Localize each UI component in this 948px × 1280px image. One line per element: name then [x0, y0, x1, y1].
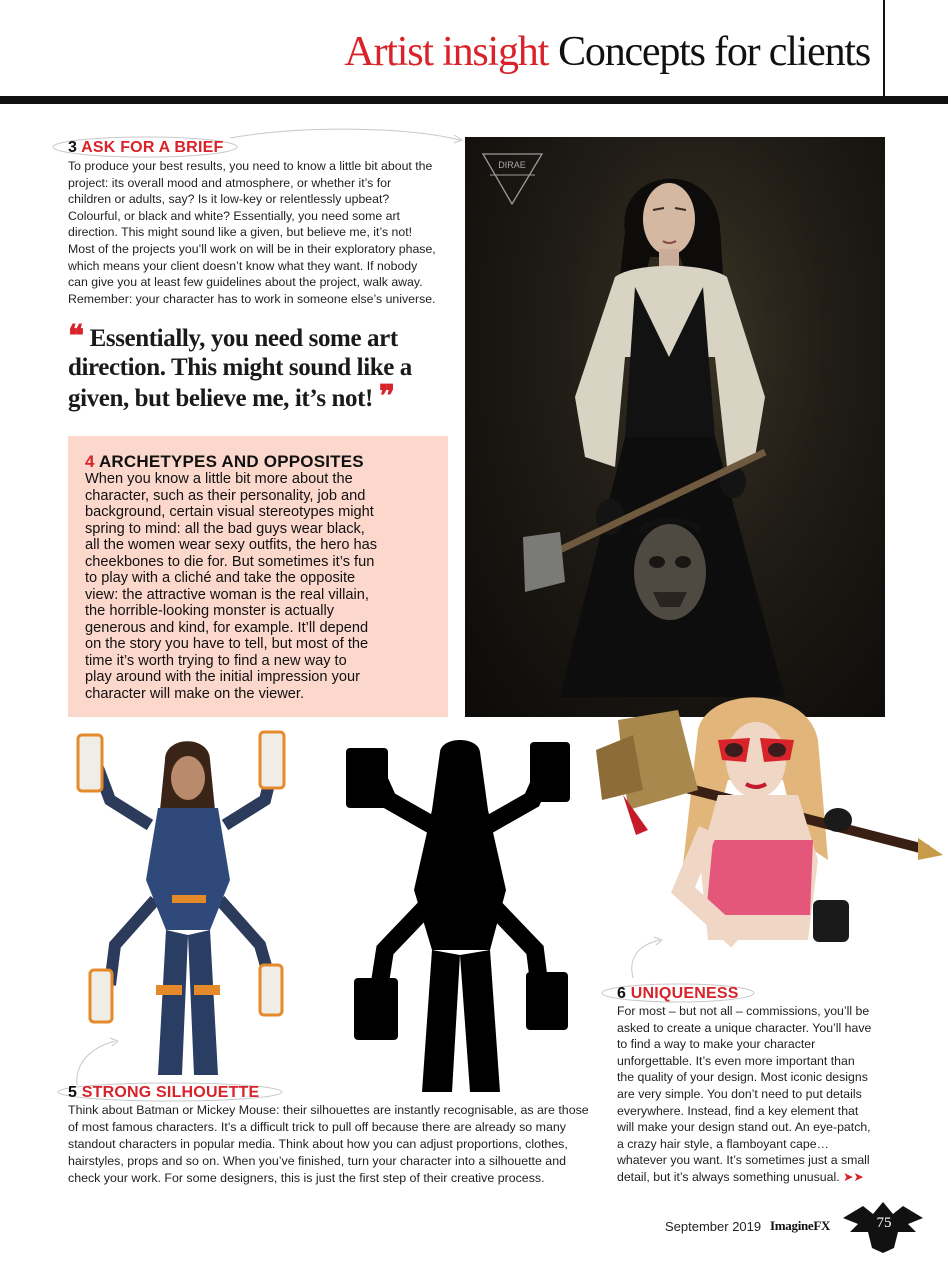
text-line: Remember: your character has to work in someone else’s universe. [68, 291, 436, 306]
text-line: a crazy hair style, a flamboyant cape… [617, 1136, 829, 1151]
header-rule [0, 96, 948, 104]
tip6-heading [617, 985, 739, 1003]
tip5-body [68, 1102, 608, 1187]
text-line: generous and kind, for example. It’ll depend [85, 619, 369, 636]
close-quote-icon: ❞ [378, 380, 395, 413]
text-line: are very simple. You don’t need to put details [617, 1086, 862, 1101]
tip5-heading [68, 1084, 259, 1102]
text-line: view: the attractive woman is the real villain, [85, 586, 369, 603]
text-line: children or adults, say? Is it low-key or relentlessly upbeat? [68, 192, 390, 207]
tip6-number: 6 [617, 985, 627, 1002]
tip3-number: 3 [68, 139, 78, 156]
tip3-heading [68, 139, 223, 157]
text-line: on the story you have to tell, but most of the [85, 636, 369, 652]
tip4-title: ARCHETYPES AND OPPOSITES [98, 452, 364, 471]
text-line: cheekbones to die for. But sometimes it’s fun [85, 553, 375, 570]
text-line: the horrible-looking monster is actually [85, 603, 335, 619]
issue-date: September 2019 [665, 1219, 762, 1234]
text-line: direction. This might sound like a given, but believe me, it’s not! [68, 225, 413, 240]
text-line: character will make on the viewer. [85, 685, 304, 702]
page-header [344, 28, 870, 76]
text-line: spring to mind: all the bad guys wear black, [85, 520, 365, 537]
text-line: will make your design stand out. An eye-patch, [617, 1120, 871, 1135]
magazine-brand: ImagineFX [770, 1218, 831, 1233]
continue-arrow-icon: ➤➤ [843, 1169, 864, 1184]
text-line: all the women wear sexy outfits, the hero has [85, 537, 378, 553]
text-line: Colourful, or black and white? Essentially, you need some art [68, 208, 400, 223]
page-number: 75 [876, 1215, 892, 1231]
text-line: background, certain visual stereotypes might [85, 504, 374, 520]
tip4-heading [85, 452, 364, 472]
open-quote-icon: ❝ [68, 320, 84, 353]
tip4-number: 4 [85, 452, 95, 471]
text-line: the quality of your design. Most iconic designs [617, 1070, 868, 1085]
tip4-body [85, 471, 437, 702]
text-line: unforgettable. It’s even more important than [617, 1053, 855, 1068]
tip3-title: ASK FOR A BRIEF [81, 139, 224, 156]
text-line: of most famous characters. It’s a difficult trick to pull off because there are already so many [68, 1120, 566, 1134]
text-line: play around with the initial impression your [85, 669, 360, 685]
pull-quote-text: Essentially, you need some art direction. This might sound like a given, but believe me, it’s not! [68, 325, 412, 412]
text-line: Most of the projects you’ll work on will be in their exploratory phase, [68, 241, 436, 256]
text-line [617, 1169, 897, 1186]
text-line: To produce your best results, you need to know a little bit about the [68, 159, 433, 173]
text-line: project: its overall mood and atmosphere, or whether it’s for [68, 175, 392, 190]
topic-title: Concepts for clients [558, 29, 870, 75]
tip5-number: 5 [68, 1084, 78, 1101]
text-line: time it’s worth trying to find a new way to [85, 652, 347, 669]
artwork-villain-portrait [465, 137, 885, 717]
text-line: When you know a little bit more about the [85, 471, 353, 487]
text-line: Think about Batman or Mickey Mouse: their silhouettes are instantly recognisable, as are those [68, 1103, 589, 1117]
text-line: to play with a cliché and take the opposite [85, 570, 356, 586]
tip6-title: UNIQUENESS [630, 985, 739, 1002]
artwork-logo-text: DIRAE [498, 160, 526, 170]
artwork-silhouette [340, 740, 580, 1095]
tip3-body [68, 158, 460, 307]
section-title: Artist insight [344, 29, 549, 75]
artwork-logo [483, 154, 542, 204]
text-line: to find a way to make your character [617, 1037, 816, 1052]
text-line: hairstyles, props and so on. When you’ve finished, turn your character into a silhouette and [68, 1154, 566, 1168]
text-line: can give you at least few guidelines about the project, walk away. [68, 275, 423, 290]
text-line: standout characters in popular media. Think about how you can adjust proportions, clothes, [68, 1137, 568, 1151]
artwork-mech-character [70, 730, 310, 1075]
text-line: everywhere. Instead, find a key element that [617, 1103, 859, 1118]
text-line-content: detail, but it’s always something unusual. [617, 1169, 840, 1184]
tip6-body [617, 1003, 897, 1186]
text-line: check your work. For some designers, this is just the first step of their creative process. [68, 1171, 545, 1185]
pull-quote [68, 322, 453, 413]
text-line: For most – but not all – commissions, you’ll be [617, 1004, 870, 1018]
text-line: character, such as their personality, job and [85, 487, 366, 504]
text-line: which means your client doesn’t know what they want. If nobody [68, 258, 418, 273]
header-divider [883, 0, 885, 98]
text-line: whatever you want. It’s sometimes just a small [617, 1153, 870, 1168]
text-line: asked to create a unique character. You’ll have [617, 1020, 872, 1035]
tip4-box [68, 436, 448, 717]
tip5-title: STRONG SILHOUETTE [81, 1084, 260, 1101]
